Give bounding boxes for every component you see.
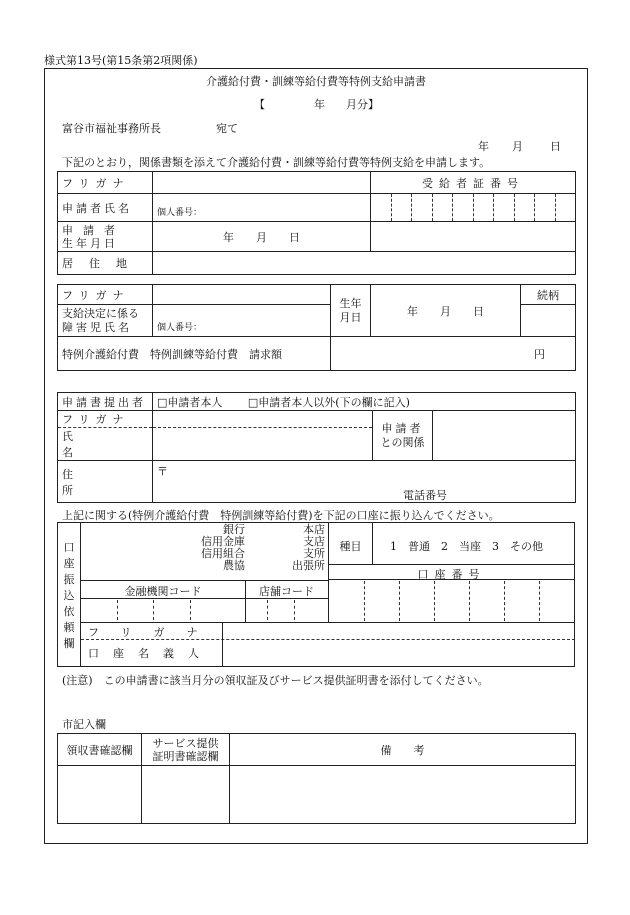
submitter-name-label: 氏名 (58, 428, 153, 461)
branch-code-label: 店舗コード (259, 585, 314, 598)
branch-type-list: 本店 支店 支所 出張所 (292, 523, 325, 572)
service-check-label: サービス提供 証明書確認欄 (142, 734, 230, 766)
submitter-furigana-field[interactable] (153, 411, 373, 428)
bank-type-list: 銀行 信用金庫 信用組合 農協 (201, 523, 245, 572)
furigana-field[interactable] (153, 172, 371, 194)
claim-label: 特例介護給付費 特例訓練等給付費 請求額 (58, 337, 331, 371)
holder-label: 口座名義人 (88, 647, 213, 660)
holder-furigana-label: フリガナ (88, 626, 220, 639)
submitter-address-label: 住所 (58, 461, 153, 503)
birth-field[interactable]: 年 月 日 (153, 222, 371, 252)
applicant-name-field[interactable] (153, 194, 371, 222)
receipt-check-field[interactable] (58, 766, 142, 824)
submitter-label: 申請書提出者 (58, 393, 153, 411)
recipient-cert-field[interactable] (371, 194, 576, 222)
child-furigana-field[interactable] (153, 285, 331, 305)
office-use-table (57, 733, 576, 824)
intro-text: 下記のとおり，関係書類を添えて介護給付費・訓練等給付費等特例支給を申請します。 (62, 156, 491, 169)
kind-options[interactable]: 1 普通 2 当座 3 その他 (390, 540, 543, 553)
addressee: 富谷市福祉事務所長 (62, 122, 161, 135)
option-other[interactable]: □申請者本人以外(下の欄に記入) (247, 395, 410, 409)
child-birth-field[interactable]: 年 月 日 (371, 285, 521, 337)
kind-label: 種目 (339, 540, 362, 553)
child-table (57, 284, 576, 371)
claim-amount[interactable]: 円 (331, 337, 576, 371)
address-field[interactable] (153, 252, 576, 275)
relation-field[interactable] (521, 305, 576, 337)
addressee-suffix: 宛て (216, 122, 238, 135)
account-no-label: 口座番号 (417, 568, 486, 581)
child-name-field[interactable]: 個人番号： (153, 305, 331, 337)
page-title: 介護給付費・訓練等給付費等特例支給申請書 (206, 75, 426, 88)
bank-code-label: 金融機関コード (124, 585, 202, 598)
note-text: (注意) この申請書に該当月分の領収証及びサービス提供証明書を添付してください。 (62, 674, 489, 687)
transfer-intro: 上記に関する(特例介護給付費 特例訓練等給付費)を下記の口座に振り込んでください。 (62, 509, 500, 522)
applicant-name-label: 申請者氏名 (58, 194, 153, 222)
office-use-label: 市記入欄 (62, 718, 106, 731)
form-number: 様式第13号(第15条第2項関係) (44, 54, 198, 67)
submitter-name-field[interactable] (153, 428, 373, 461)
date-day: 日 (550, 140, 561, 153)
bank-side-label: 口 座 振 込 依 頼 欄 (63, 541, 75, 650)
submitter-options[interactable] (153, 393, 576, 411)
period-month: 月分】 (346, 98, 379, 111)
remarks-field[interactable] (230, 766, 576, 824)
relation-to-applicant-field[interactable] (433, 411, 576, 461)
child-birth-label: 生年月日 (331, 285, 371, 337)
applicant-table (57, 171, 576, 275)
option-self[interactable]: □申請者本人 (157, 395, 223, 409)
submitter-furigana-label: フリガナ (58, 411, 153, 428)
furigana-label: フリガナ (58, 172, 153, 194)
date-month: 月 (512, 140, 523, 153)
submitter-table (57, 392, 576, 503)
child-furigana-label: フリガナ (58, 285, 153, 305)
relation-to-applicant-label: 申請者 との関係 (373, 411, 433, 461)
child-name-label: 支給決定に係る 障害児氏名 (58, 305, 153, 337)
date-year: 年 (478, 140, 489, 153)
recipient-cert-label: 受給者証番号 (371, 172, 576, 194)
address-label: 居住地 (58, 252, 153, 275)
receipt-check-label: 領収書確認欄 (58, 734, 142, 766)
personal-no-label: 個人番号： (157, 208, 203, 218)
period-open: 【 (254, 98, 265, 111)
relation-label: 続柄 (521, 285, 576, 305)
period-year: 年 (314, 98, 325, 111)
service-check-field[interactable] (142, 766, 230, 824)
remarks-label: 備 考 (230, 734, 576, 766)
phone-label: 電話番号 (403, 489, 447, 502)
submitter-address-field[interactable]: 〒 電話番号 (153, 461, 576, 503)
birth-label: 申請者 生年月日 (58, 222, 153, 252)
